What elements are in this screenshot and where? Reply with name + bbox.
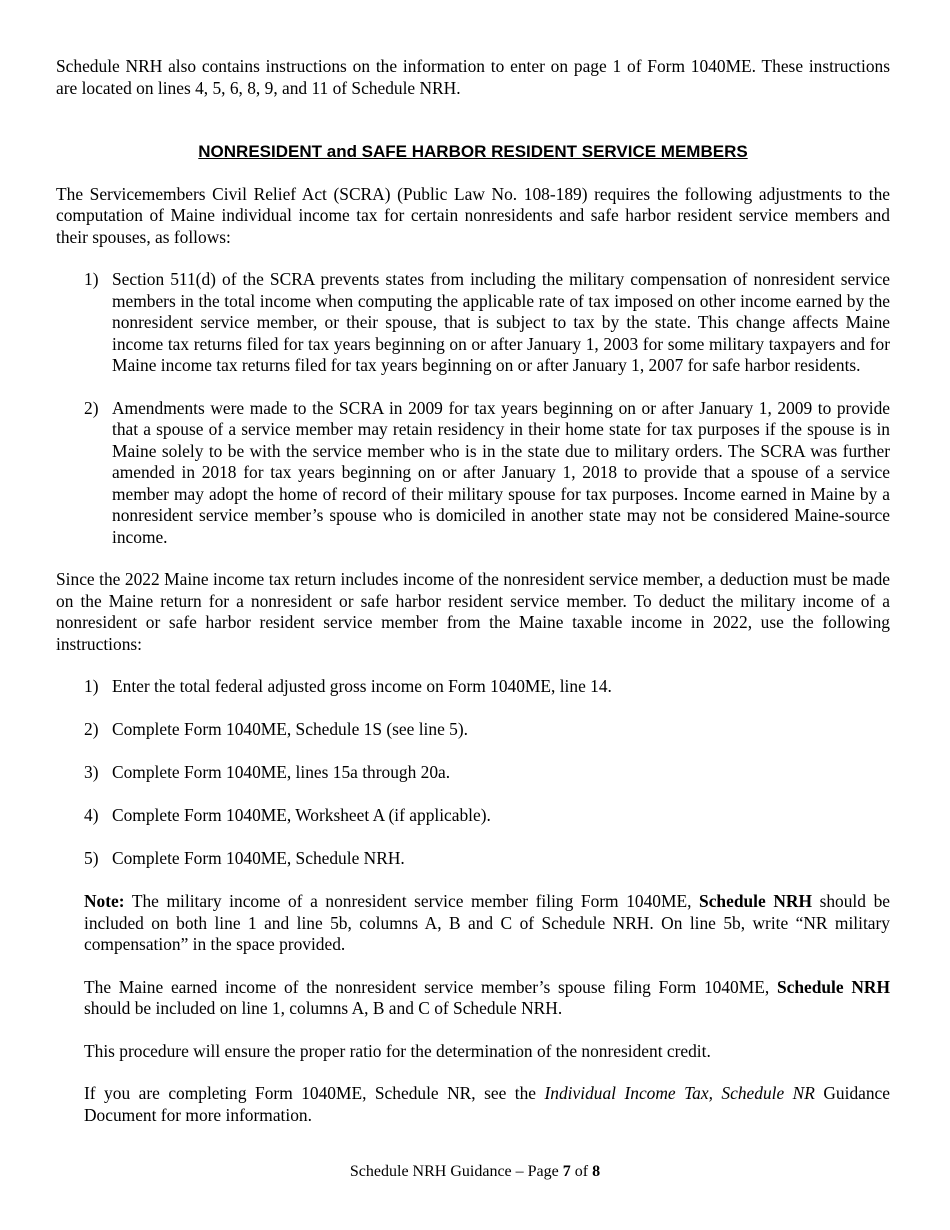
spouse-note-bold: Schedule NRH [776, 976, 891, 997]
list-item [56, 269, 890, 377]
list-item-text: Complete Form 1040ME, Schedule 1S (see line 5). [112, 719, 468, 739]
list-item-text: Complete Form 1040ME, Worksheet A (if applicable). [112, 805, 491, 825]
intro-paragraph: Schedule NRH also contains instructions on the information to enter on page 1 of Form 1040ME. These instructions are located on lines 4, 5, 6, 8, 9, and 11 of Schedule NRH. [56, 56, 890, 98]
list-item [56, 719, 890, 741]
list-item-text: Enter the total federal adjusted gross income on Form 1040ME, line 14. [112, 676, 612, 696]
note-paragraph [84, 891, 890, 956]
list-item-number: 2) [84, 397, 99, 418]
footer-of: of [570, 1163, 593, 1180]
note-text-a: The military income of a nonresident service member filing Form 1040ME, [124, 891, 700, 911]
list-item [56, 762, 890, 784]
list-item [56, 805, 890, 827]
list-item-text: Section 511(d) of the SCRA prevents states from including the military compensation of nonresident service members in the total income when computing the applicable rate of tax imposed on other income earned by the nonresident service member, or their spouse, that is subject to tax by the state. This change affects Maine income tax returns filed for tax years beginning on or after January 1, 2003 for some military taxpayers and for Maine income tax returns filed for tax years beginning on or after January 1, 2007 for safe harbor residents. [112, 269, 890, 375]
list-item-number: 4) [84, 805, 99, 825]
instructions-list [56, 676, 890, 870]
section-heading: NONRESIDENT and SAFE HARBOR RESIDENT SERVICE MEMBERS [198, 142, 748, 161]
footer-total-pages: 8 [592, 1163, 601, 1180]
nr-ref-text-b: Guidance Document for more information. [84, 1083, 890, 1125]
procedure-paragraph: This procedure will ensure the proper ratio for the determination of the nonresident credit. [84, 1040, 711, 1061]
list-item-number: 1) [84, 676, 99, 696]
list-item [56, 676, 890, 698]
footer-prefix: Schedule NRH Guidance – Page [349, 1163, 563, 1180]
list-item-number: 3) [84, 762, 99, 782]
since-paragraph: Since the 2022 Maine income tax return includes income of the nonresident service member, a deduction must be made on the Maine return for a nonresident or safe harbor resident service member. To deduct the military income of a nonresident or safe harbor resident service member from the Maine taxable income in 2022, use the following instructions: [56, 569, 890, 654]
list-item-text: Amendments were made to the SCRA in 2009 for tax years beginning on or after January 1, 2009 to provide that a spouse of a service member may retain residency in their home state for tax purposes if the spouse is in Maine solely to be with the service member who is in the state due to military orders. The SCRA was further amended in 2018 for tax years beginning on or after January 1, 2018 to provide that a spouse of a service member may adopt the home of record of their military spouse for tax purposes. Income earned in Maine by a nonresident service member’s spouse who is domiciled in another state may not be considered Maine-source income. [112, 397, 890, 547]
nr-ref-text-a: If you are completing Form 1040ME, Schedule NR, see the [84, 1083, 545, 1103]
list-item [56, 848, 890, 870]
list-item-text: Complete Form 1040ME, Schedule NRH. [112, 848, 405, 868]
document-body [56, 56, 890, 1126]
note-bold: Schedule NRH [699, 891, 812, 911]
spouse-note-text-a: The Maine earned income of the nonresident service member’s spouse filing Form 1040ME, [84, 976, 777, 997]
spouse-note-paragraph [84, 977, 890, 1020]
spouse-note-text-b: should be included on line 1, columns A, B and C of Schedule NRH. [84, 998, 563, 1018]
page-footer [0, 1163, 950, 1181]
list-item-number: 2) [84, 719, 99, 739]
footer-page-number: 7 [562, 1163, 571, 1180]
note-text-b: should be included on both line 1 and line 5b, columns A, B and C of Schedule NRH. On line 5b, write “NR military compensation” in the space provided. [84, 891, 890, 954]
list-item-number: 1) [84, 269, 99, 289]
nr-ref-italic: Individual Income Tax, Schedule NR [544, 1083, 815, 1103]
list-item-number: 5) [84, 848, 99, 868]
nr-reference-paragraph [84, 1083, 890, 1126]
note-label: Note: [84, 891, 125, 911]
list-item [56, 398, 890, 549]
list-item-text: Complete Form 1040ME, lines 15a through 20a. [112, 762, 451, 782]
adjustments-list [56, 269, 890, 548]
scra-intro-paragraph: The Servicemembers Civil Relief Act (SCRA) (Public Law No. 108-189) requires the following adjustments to the computation of Maine individual income tax for certain nonresidents and safe harbor resident service members and their spouses, as follows: [56, 183, 890, 247]
